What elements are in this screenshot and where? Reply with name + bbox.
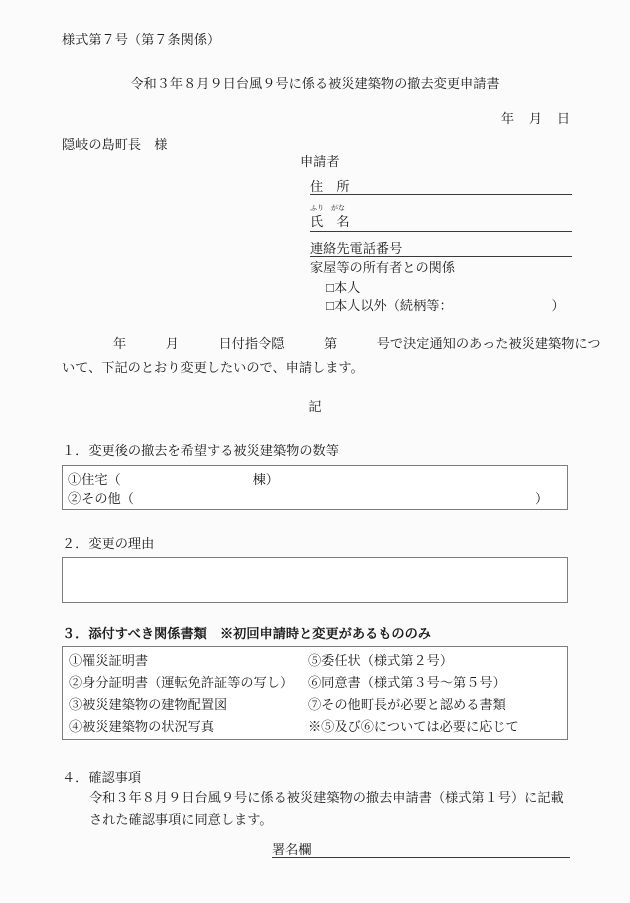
other-count-row-close: ）	[535, 491, 549, 506]
date-month-label: 月	[528, 111, 542, 126]
section-2-heading: ２．変更の理由	[62, 536, 155, 551]
name-label-with-ruby	[310, 204, 350, 230]
section-2-reason-box[interactable]	[62, 557, 568, 603]
document-item: ③被災建築物の建物配置図	[69, 697, 228, 712]
checkbox-self[interactable]: □本人	[326, 280, 361, 295]
document-title: 令和３年８月９日台風９号に係る被災建築物の撤去変更申請書	[130, 76, 500, 91]
section-3-documents-box	[62, 646, 568, 740]
relation-label: 家屋等の所有者との関係	[310, 260, 456, 275]
checkbox-other[interactable]: □本人以外（続柄等： ）	[326, 298, 565, 313]
document-item: ②身分証明書（運転免許証等の写し）	[69, 675, 294, 690]
section-4-line-2: された確認事項に同意します。	[89, 812, 273, 827]
document-item: ⑤委任状（様式第２号）	[308, 653, 454, 668]
other-count-row: ②その他（	[68, 491, 134, 506]
document-item: ①罹災証明書	[69, 653, 149, 668]
phone-label: 連絡先電話番号	[310, 240, 403, 256]
phone-field[interactable]	[310, 237, 572, 257]
document-note: ※⑤及び⑥については必要に応じて	[308, 719, 519, 734]
section-3-heading: ３．添付すべき関係書類 ※初回申請時と変更があるもののみ	[62, 626, 431, 641]
document-item: ⑦その他町長が必要と認める書類	[308, 697, 506, 712]
name-label: 氏 名	[310, 214, 350, 229]
section-4-line-1: 令和３年８月９日台風９号に係る被災建築物の撤去申請書（様式第１号）に記載	[89, 790, 564, 805]
section-1-heading: １．変更後の撤去を希望する被災建築物の数等	[62, 443, 339, 458]
section-1-box[interactable]	[62, 465, 568, 510]
address-field[interactable]	[310, 175, 572, 195]
house-count-row: ①住宅（ 棟）	[68, 472, 279, 487]
body-line-1: 年 月 日付指令隠 第 号で決定通知のあった被災建築物につ	[113, 336, 601, 351]
document-item: ⑥同意書（様式第３号～第５号）	[308, 675, 506, 690]
applicant-label: 申請者	[300, 154, 340, 169]
date-day-label: 日	[556, 111, 570, 126]
address-label: 住 所	[310, 178, 350, 194]
date-line	[0, 112, 570, 125]
addressee: 隠岐の島町長 様	[62, 137, 168, 152]
section-4-heading: ４．確認事項	[62, 770, 142, 785]
name-ruby-first: ふり	[310, 204, 324, 212]
form-number: 様式第７号（第７条関係）	[62, 32, 221, 47]
name-ruby-second: がな	[331, 204, 345, 212]
body-line-2: いて、下記のとおり変更したいので、申請します。	[62, 360, 364, 375]
name-ruby	[310, 205, 350, 212]
name-field[interactable]	[310, 204, 572, 232]
document-item: ④被災建築物の状況写真	[69, 719, 215, 734]
ki-marker: 記	[308, 399, 322, 414]
signature-label: 署名欄	[272, 841, 312, 857]
signature-field[interactable]	[272, 838, 570, 858]
date-year-label: 年	[500, 111, 514, 126]
